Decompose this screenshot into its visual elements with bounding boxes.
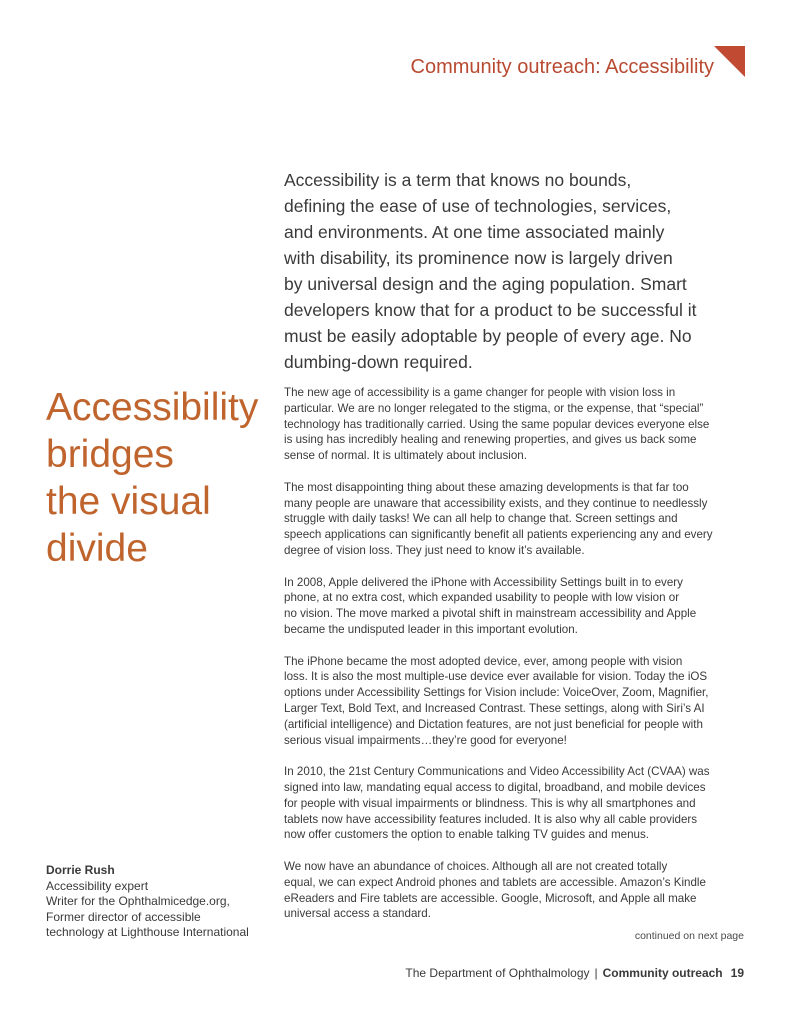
page-header-title: Community outreach: Accessibility: [410, 56, 714, 78]
lead-line: developers know that for a product to be successful it: [284, 300, 697, 320]
body-line: tablets now have accessibility features included. It is also why all cable providers: [284, 812, 698, 826]
body-line: degree of vision loss. They just need to know it’s available.: [284, 543, 585, 557]
headline-line: bridges: [46, 433, 174, 476]
body-line: is using has incredibly healing and renewing properties, and gives us back some: [284, 433, 697, 447]
body-line: technology has traditionally carried. Using the same popular devices everyone else: [284, 417, 710, 431]
corner-tab-decoration: [714, 46, 745, 77]
footer-separator: |: [594, 966, 598, 980]
article-headline: [46, 384, 271, 572]
body-paragraph: [284, 859, 749, 922]
body-paragraph: [284, 575, 749, 638]
page-number: 19: [730, 966, 744, 980]
body-line: struggle with daily tasks! We can all help to change that. Screen settings and: [284, 512, 678, 526]
body-paragraph: [284, 654, 749, 749]
body-line: serious visual impairments…they’re good for everyone!: [284, 733, 567, 747]
footer-section: Community outreach: [602, 966, 723, 980]
lead-line: defining the ease of use of technologies, services,: [284, 196, 672, 216]
body-paragraph: [284, 385, 749, 464]
body-line: The iPhone became the most adopted device, ever, among people with vision: [284, 654, 683, 668]
body-line: equal, we can expect Android phones and tablets are accessible. Amazon’s Kindle: [284, 875, 706, 889]
headline-line: divide: [46, 527, 148, 570]
lead-line: and environments. At one time associated mainly: [284, 222, 665, 242]
continued-note: continued on next page: [634, 930, 744, 942]
lead-line: Accessibility is a term that knows no bounds,: [284, 170, 632, 190]
lead-line: must be easily adoptable by people of every age. No: [284, 326, 692, 346]
body-line: became the undisputed leader in this important evolution.: [284, 622, 578, 636]
body-line: no vision. The move marked a pivotal shift in mainstream accessibility and Apple: [284, 607, 697, 621]
page-footer: [405, 966, 744, 980]
author-line: Accessibility expert: [46, 878, 149, 893]
body-line: phone, at no extra cost, which expanded usability to people with low vision or: [284, 591, 680, 605]
lead-line: dumbing-down required.: [284, 352, 473, 372]
body-line: In 2010, the 21st Century Communications and Video Accessibility Act (CVAA) was: [284, 765, 710, 779]
body-line: (artificial intelligence) and Dictation features, are not just beneficial for people with: [284, 717, 703, 731]
body-line: signed into law, mandating equal access to digital, broadband, and mobile devices: [284, 780, 706, 794]
body-line: The most disappointing thing about these amazing developments is that far too: [284, 480, 689, 494]
body-line: The new age of accessibility is a game changer for people with vision loss in: [284, 386, 676, 399]
body-line: sense of normal. It is ultimately about inclusion.: [284, 449, 527, 463]
lead-line: by universal design and the aging population. Smart: [284, 274, 687, 294]
author-name: Dorrie Rush: [46, 863, 115, 877]
lead-line: with disability, its prominence now is largely driven: [284, 248, 673, 268]
body-line: speech applications can significantly benefit all patients experiencing any and every: [284, 528, 713, 542]
headline-line: the visual: [46, 480, 211, 523]
body-line: many people are unaware that accessibility exists, and they continue to needlessly: [284, 496, 708, 510]
body-paragraph: [284, 764, 749, 843]
body-line: universal access a standard.: [284, 907, 431, 921]
author-line: technology at Lighthouse International: [46, 925, 249, 940]
body-line: options under Accessibility Settings for Vision include: VoiceOver, Zoom, Magnifier,: [284, 686, 709, 700]
body-line: Larger Text, Bold Text, and Increased Contrast. These settings, along with Siri’s AI: [284, 701, 705, 715]
footer-department: The Department of Ophthalmology: [405, 966, 590, 980]
author-line: Former director of accessible: [46, 909, 201, 924]
body-line: eReaders and Fire tablets are accessible. Google, Microsoft, and Apple all make: [284, 891, 697, 905]
body-line: for people with visual impairments or blindness. This is why all smartphones and: [284, 796, 696, 810]
body-line: loss. It is also the most multiple-use device ever available for vision. Today the iOS: [284, 670, 708, 684]
body-paragraph: [284, 480, 749, 559]
body-line: We now have an abundance of choices. Although all are not created totally: [284, 859, 668, 873]
body-line: particular. We are no longer relegated to the stigma, or the expense, that “special”: [284, 401, 704, 415]
author-line: Writer for the Ophthalmicedge.org,: [46, 894, 230, 909]
body-line: now offer customers the option to enable talking TV guides and menus.: [284, 828, 649, 842]
article-body: [284, 385, 749, 938]
author-bio: [46, 863, 271, 941]
headline-line: Accessibility: [46, 386, 259, 429]
body-line: In 2008, Apple delivered the iPhone with Accessibility Settings built in to every: [284, 575, 683, 589]
lead-paragraph: [284, 167, 732, 375]
